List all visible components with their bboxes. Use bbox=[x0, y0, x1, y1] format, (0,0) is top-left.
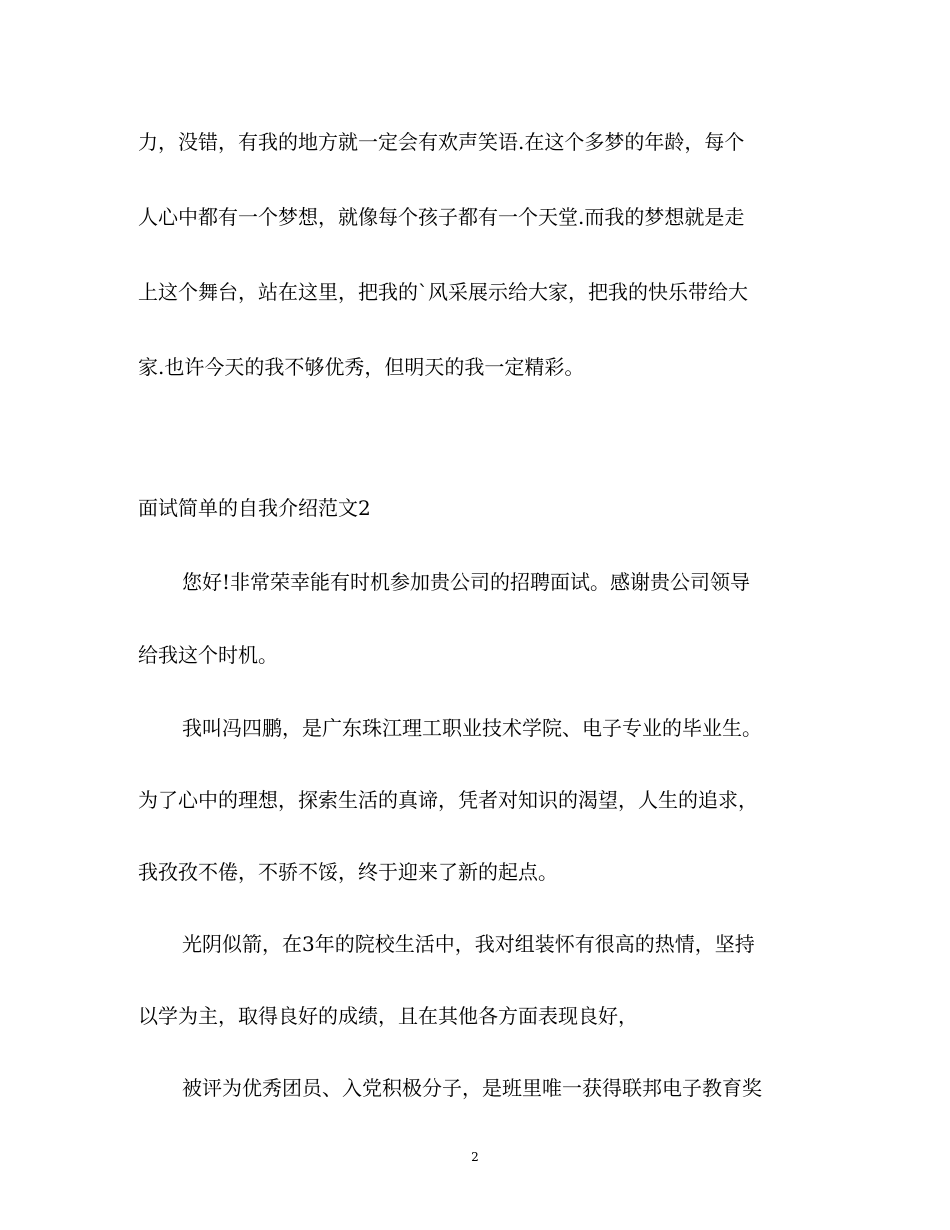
body-text-line: 家.也许今天的我不够优秀，但明天的我一定精彩。 bbox=[138, 355, 585, 379]
paragraph-first-line: 我叫冯四鹏，是广东珠江理工职业技术学院、电子专业的毕业生。 bbox=[182, 716, 762, 740]
section-heading: 面试简单的自我介绍范文2 bbox=[138, 496, 371, 520]
paragraph-first-line: 被评为优秀团员、入党积极分子，是班里唯一获得联邦电子教育奖 bbox=[182, 1076, 762, 1100]
body-text-line: 人心中都有一个梦想，就像每个孩子都有一个天堂.而我的梦想就是走 bbox=[138, 205, 745, 229]
paragraph-first-line: 光阴似箭，在3年的院校生活中，我对组装怀有很高的热情，坚持 bbox=[182, 932, 755, 956]
body-text-line: 我孜孜不倦，不骄不馁，终于迎来了新的起点。 bbox=[138, 860, 558, 884]
page-number: 2 bbox=[471, 1150, 479, 1164]
body-text-line: 给我这个时机。 bbox=[138, 643, 278, 667]
body-text-line: 为了心中的理想，探索生活的真谛，凭者对知识的渴望，人生的追求， bbox=[138, 788, 758, 812]
body-text-line: 力，没错，有我的地方就一定会有欢声笑语.在这个多梦的年龄，每个 bbox=[138, 130, 745, 154]
paragraph-first-line: 您好!非常荣幸能有时机参加贵公司的招聘面试。感谢贵公司领导 bbox=[182, 570, 751, 594]
body-text-line: 以学为主，取得良好的成绩，且在其他各方面表现良好， bbox=[138, 1004, 638, 1028]
body-text-line: 上这个舞台，站在这里，把我的`风采展示给大家，把我的快乐带给大 bbox=[138, 280, 748, 304]
